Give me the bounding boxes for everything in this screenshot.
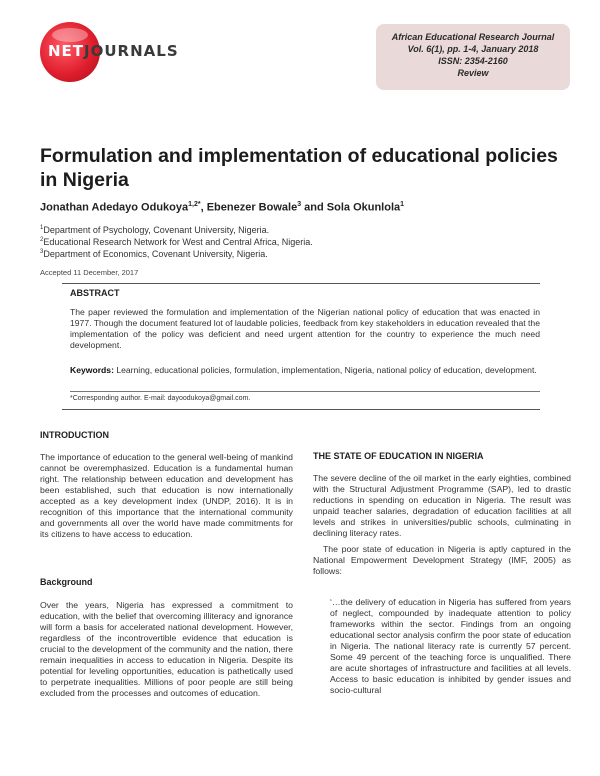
journal-info-box (376, 24, 570, 90)
affiliation-text: Department of Psychology, Covenant University, Nigeria. (43, 225, 270, 235)
affiliation-number: 1 (40, 225, 44, 231)
background-paragraph: Over the years, Nigeria has expressed a commitment to education, with the belief that overcoming illiteracy and ignorance will form a basis for accelerated national development. However, regardless of the incontrovertible evidence that education is crucial to the development of the community and the nation, there remain inequalities in access to education in Nigeria. Despite its potential for leveling opportunities, education is pathetically used to perpetrate inequalities. Millions of poor people are still being excluded from the processes and outcomes of education. (40, 600, 293, 699)
journal-name: African Educational Research Journal (391, 32, 555, 42)
affiliation-text: Educational Research Network for West and Central Africa, Nigeria. (43, 237, 313, 247)
keywords-label: Keywords: (70, 365, 114, 375)
accepted-date: Accepted 11 December, 2017 (40, 268, 139, 277)
author-3: Sola Okunlola (326, 201, 401, 214)
block-quote: ‘…the delivery of education in Nigeria has suffered from years of neglect, compounded by inadequate attention to policy frameworks within the sector. Findings from an ongoing educational sector analysis confirm the poor state of education in Nigeria. The national literacy rate is currently 57 percent. Some 49 percent of the teaching force is unqualified. There are acute shortages of infrastructure and facilities at all levels. Access to basic education is inhibited by gender issues and socio-cultural (330, 597, 571, 696)
logo-text (48, 42, 179, 60)
corresponding-mark: * (197, 201, 201, 208)
abstract-heading: ABSTRACT (70, 288, 120, 298)
journal-issn: ISSN: 2354-2160 (438, 56, 508, 66)
author-2-affil: 3 (297, 201, 302, 208)
author-3-affil: 1 (400, 201, 405, 208)
author-1: Jonathan Adedayo Odukoya (40, 201, 189, 214)
affiliation-text: Department of Economics, Covenant University, Nigeria. (43, 249, 268, 259)
abstract-text: The paper reviewed the formulation and implementation of the Nigerian national policy of education that was enacted in 1977. Though the document featured lot of laudable policies, feedback from key stakeholders in education revealed that the implementation of the policy was deficient and need urgent attention for the country to experience the much need development. (70, 307, 540, 350)
divider (70, 391, 540, 392)
section-heading-state: THE STATE OF EDUCATION IN NIGERIA (313, 451, 484, 461)
logo-journals: JOURNALS (84, 42, 179, 60)
affiliation-number: 3 (40, 249, 44, 255)
author-separator: and (301, 201, 327, 214)
affiliation (40, 249, 570, 259)
paper-title: Formulation and implementation of educational policies in Nigeria (40, 145, 558, 191)
journal-logo (40, 22, 210, 82)
keywords-list: Learning, educational policies, formulation, implementation, Nigeria, national policy of education, development. (113, 365, 537, 375)
affiliation (40, 225, 570, 235)
affiliation-number: 2 (40, 237, 44, 243)
journal-volume: Vol. 6(1), pp. 1-4, January 2018 (407, 44, 539, 54)
article-type: Review (457, 68, 489, 78)
corresponding-author: *Corresponding author. E-mail: dayoodukoya@gmail.com. (70, 395, 251, 402)
affiliation (40, 237, 570, 247)
state-paragraph-2: The poor state of education in Nigeria is aptly captured in the National Empowerment Development Strategy (IMF, 2005) as follows: (313, 544, 571, 577)
author-separator: , (200, 201, 207, 214)
state-paragraph-1: The severe decline of the oil market in the early eighties, combined with the Structural Adjustment Programme (SAP), led to drastic reductions in spending on education in Nigeria. The result was unpaid teacher salaries, degradation of education facilities at all levels and strikes in universities/public schools, culminating in declining literacy rates. (313, 473, 571, 539)
author-list (40, 201, 570, 214)
section-heading-background: Background (40, 577, 93, 587)
author-1-affil: 1,2 (188, 201, 198, 208)
author-2: Ebenezer Bowale (206, 201, 298, 214)
logo-net: NET (48, 42, 85, 60)
keywords (70, 365, 540, 376)
intro-paragraph: The importance of education to the general well-being of mankind cannot be overemphasized. Education is a fundamental human right. The relationship between education and development has been established, such that education is now internationally accepted as a key development index (UNDP, 2016). It is in recognition of this importance that the international community and governments all over the world have made commitments for its citizens to have access to education. (40, 452, 293, 540)
section-heading-introduction: INTRODUCTION (40, 430, 109, 440)
